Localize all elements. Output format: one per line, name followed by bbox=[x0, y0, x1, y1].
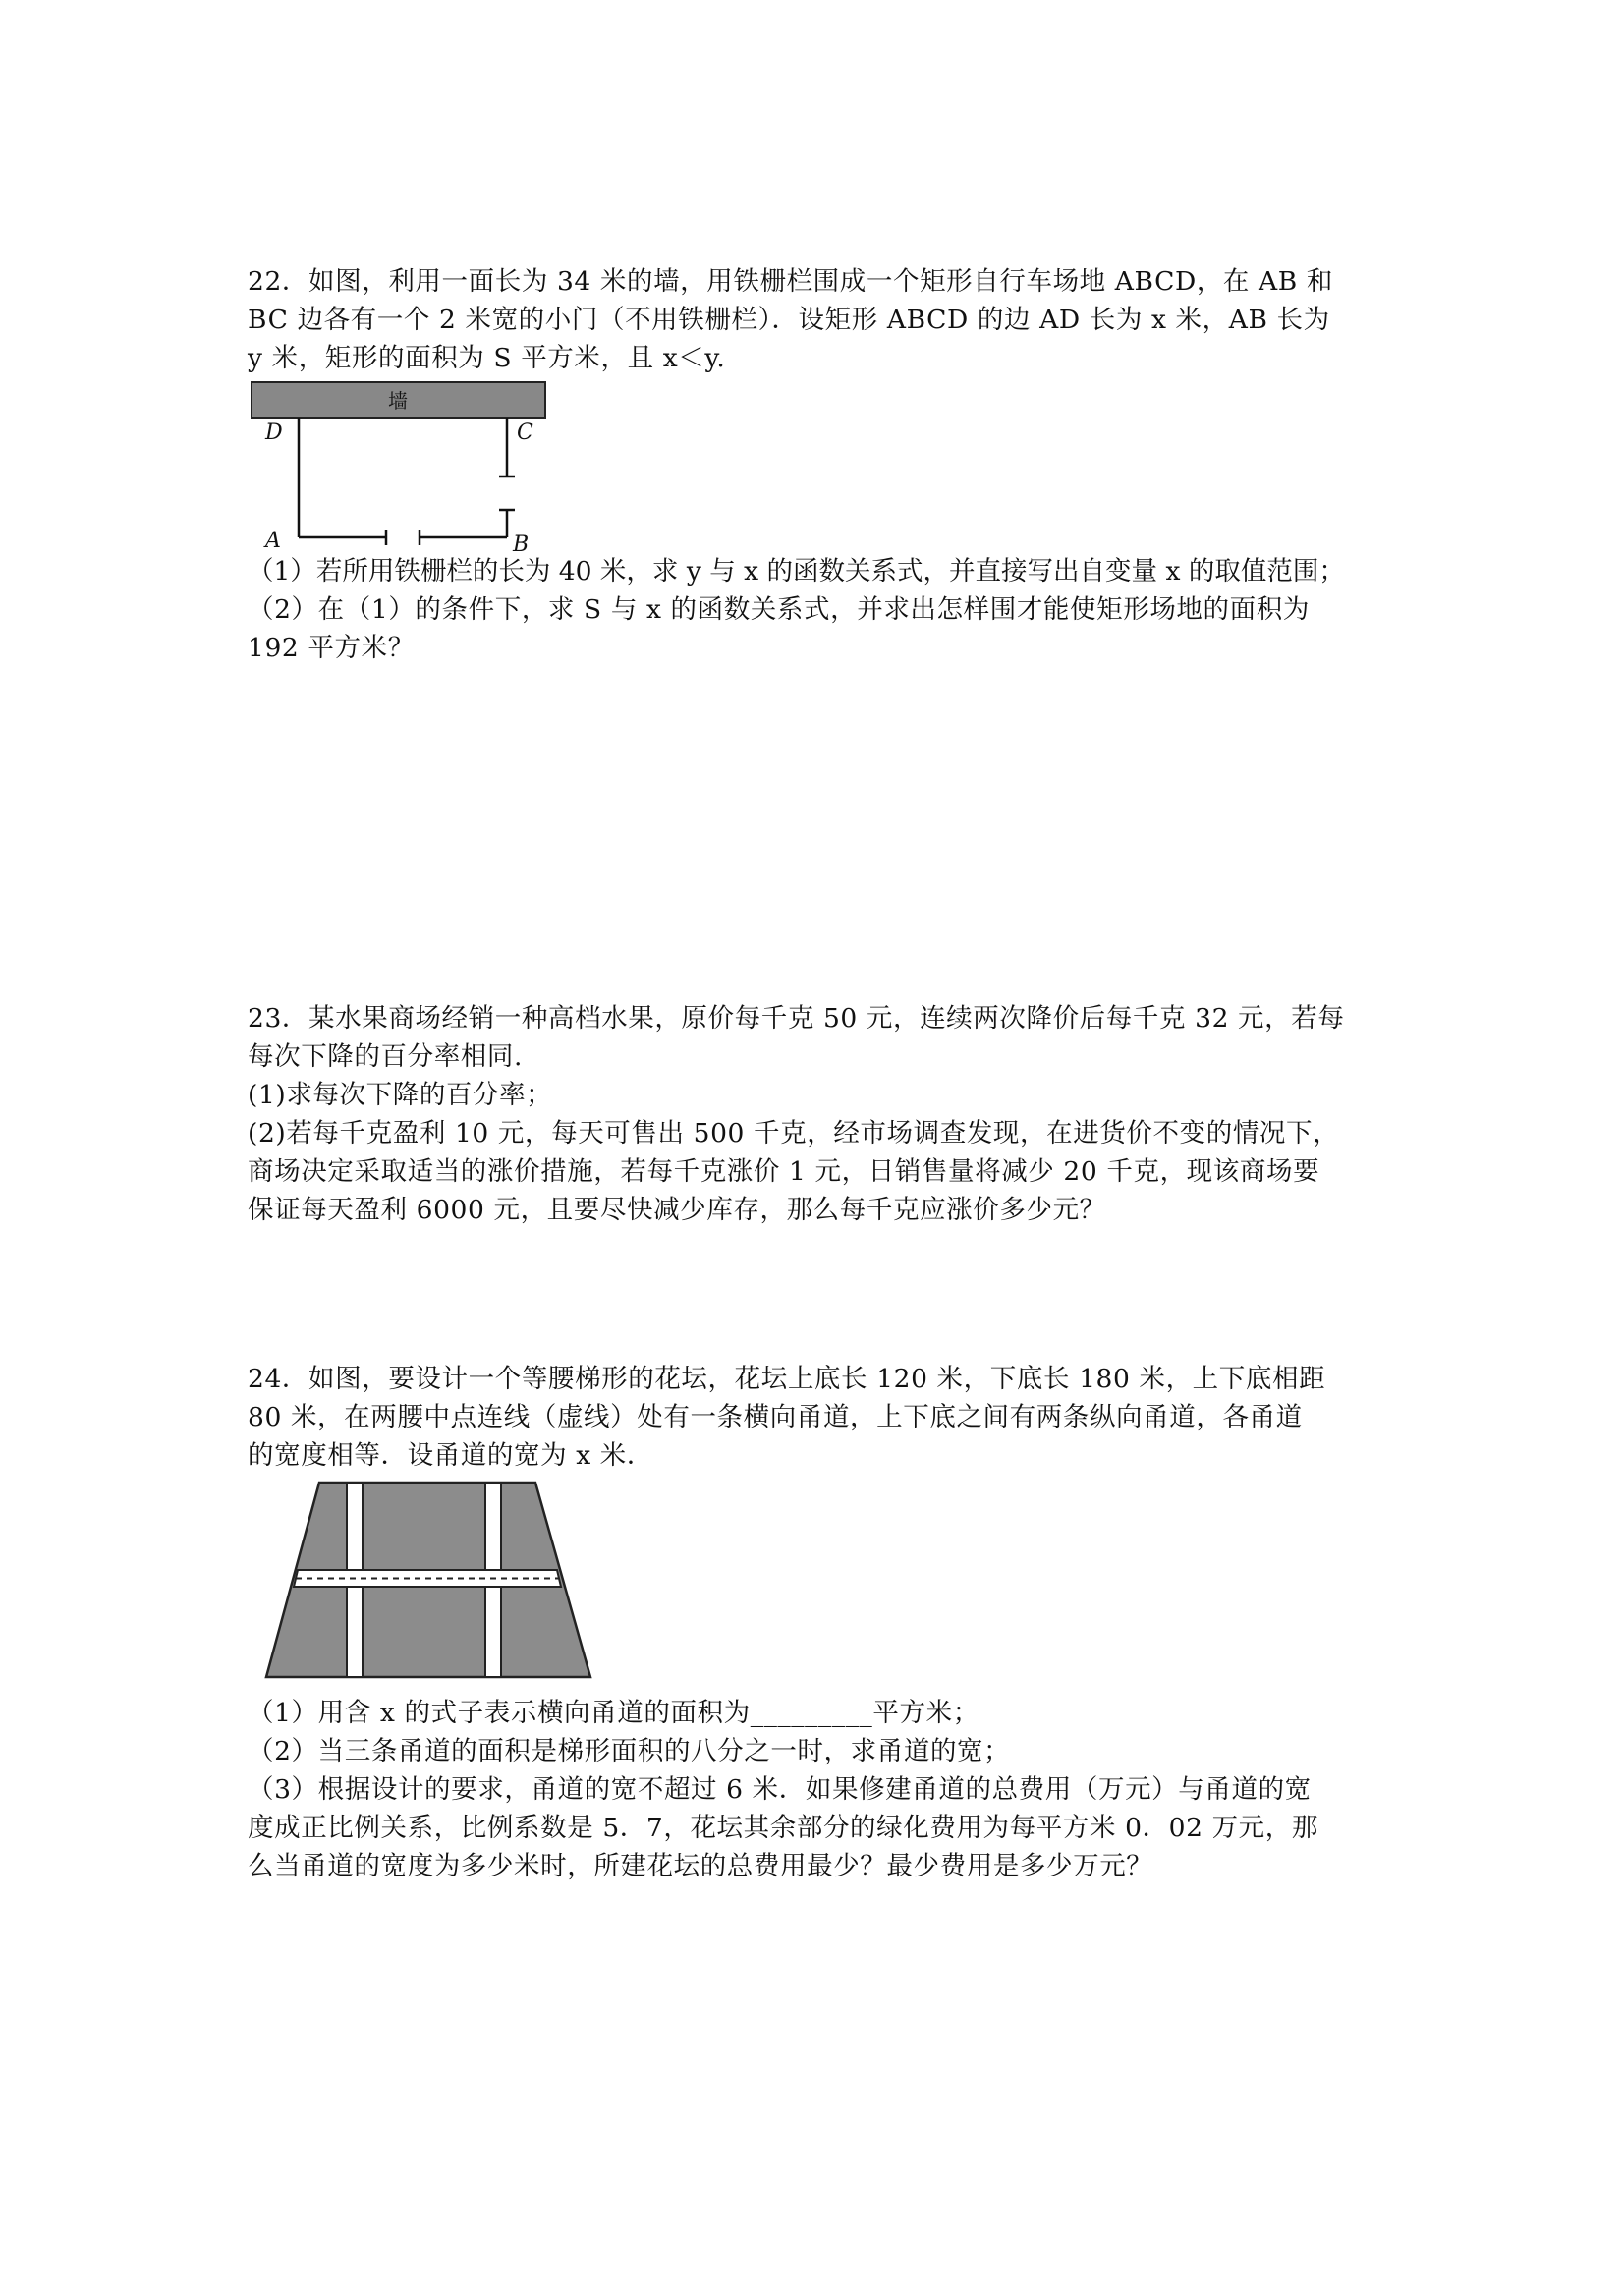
q23-line-4: (2)若每千克盈利 10 元，每天可售出 500 千克，经市场调查发现，在进货价不变的情况下， bbox=[248, 1118, 1340, 1148]
q24-part-3: （3）根据设计的要求，甬道的宽不超过 6 米．如果修建甬道的总费用（万元）与甬道的宽 bbox=[248, 1774, 1312, 1805]
q22-line-3: y 米，矩形的面积为 S 平方米，且 x＜y. bbox=[248, 343, 726, 373]
q23-line-5: 商场决定采取适当的涨价措施，若每千克涨价 1 元，日销售量将减少 20 千克，现该商场要 bbox=[248, 1156, 1320, 1187]
q23-line-2: 每次下降的百分率相同. bbox=[248, 1041, 524, 1072]
label-b: B bbox=[513, 532, 530, 555]
q24-part-2: （2）当三条甬道的面积是梯形面积的八分之一时，求甬道的宽； bbox=[248, 1736, 1011, 1766]
q22-part-1: （1）若所用铁栅栏的长为 40 米，求 y 与 x 的函数关系式，并直接写出自变量 x 的取值范围； bbox=[248, 556, 1345, 587]
q24-line-2: 80 米，在两腰中点连线（虚线）处有一条横向甬道，上下底之间有两条纵向甬道，各甬道 bbox=[248, 1402, 1303, 1432]
label-c: C bbox=[517, 420, 533, 445]
q22-part-3: 192 平方米？ bbox=[248, 633, 415, 663]
q24-figure bbox=[260, 1479, 604, 1685]
q23-line-6: 保证每天盈利 6000 元，且要尽快减少库存，那么每千克应涨价多少元？ bbox=[248, 1195, 1106, 1225]
label-d: D bbox=[265, 420, 283, 445]
q22-line-2: BC 边各有一个 2 米宽的小门（不用铁栅栏）．设矩形 ABCD 的边 AD 长为 x 米，AB 长为 bbox=[248, 305, 1330, 335]
q24-part-5: 么当甬道的宽度为多少米时，所建花坛的总费用最少？最少费用是多少万元？ bbox=[248, 1851, 1153, 1881]
wall-label: 墙 bbox=[388, 389, 408, 413]
q22-line-1: 22．如图，利用一面长为 34 米的墙，用铁栅栏围成一个矩形自行车场地 ABCD，在 AB 和 bbox=[248, 266, 1333, 297]
label-a: A bbox=[265, 529, 281, 553]
q22-part-2: （2）在（1）的条件下，求 S 与 x 的函数关系式，并求出怎样围才能使矩形场地的面积为 bbox=[248, 594, 1310, 625]
q22-figure bbox=[246, 378, 560, 555]
q23-line-3: (1)求每次下降的百分率； bbox=[248, 1080, 553, 1110]
q24-line-1: 24．如图，要设计一个等腰梯形的花坛，花坛上底长 120 米，下底长 180 米，上下底相距 bbox=[248, 1364, 1326, 1394]
q24-line-3: 的宽度相等．设甬道的宽为 x 米． bbox=[248, 1440, 653, 1471]
q24-part-4: 度成正比例关系，比例系数是 5．7，花坛其余部分的绿化费用为每平方米 0．02 万元，那 bbox=[248, 1813, 1318, 1843]
q23-line-1: 23．某水果商场经销一种高档水果，原价每千克 50 元，连续两次降价后每千克 32 元，若每 bbox=[248, 1003, 1345, 1034]
q24-part-1: （1）用含 x 的式子表示横向甬道的面积为_________平方米； bbox=[248, 1698, 979, 1728]
